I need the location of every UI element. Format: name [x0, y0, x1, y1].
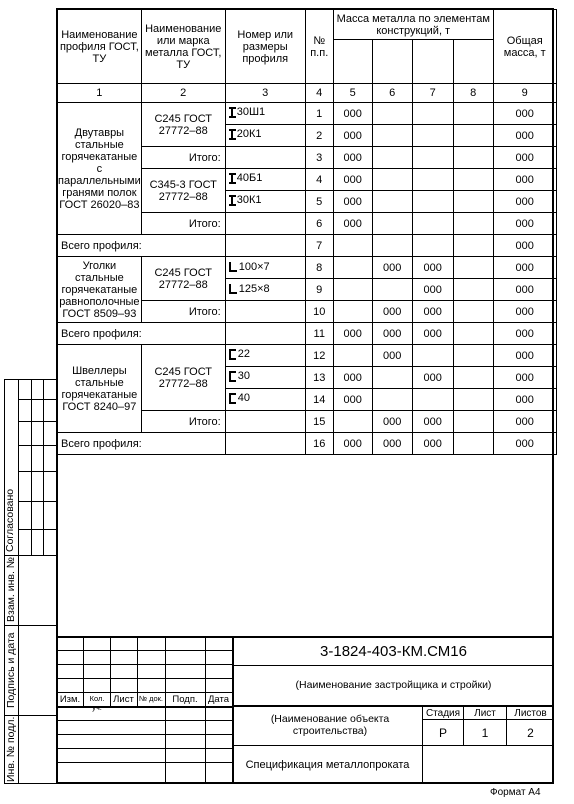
mass-cell: 000: [333, 191, 372, 213]
total-cell: 000: [493, 279, 556, 301]
mass-cell: 000: [412, 301, 453, 323]
customer-name: (Наименование застройщика и стройки): [295, 679, 492, 691]
row-number: 4: [305, 169, 333, 191]
mass-cell: 000: [333, 147, 372, 169]
profile-total-label: Всего профиля:: [58, 433, 226, 455]
col-number: 7: [412, 84, 453, 103]
sheet-value: 1: [481, 726, 489, 740]
mass-cell: 000: [412, 323, 453, 345]
mass-cell: [453, 169, 493, 191]
mass-cell: 000: [333, 125, 372, 147]
mass-cell: [412, 235, 453, 257]
mass-cell: 000: [372, 411, 412, 433]
mass-cell: [333, 279, 372, 301]
sheets-value: 2: [527, 726, 534, 740]
total-cell: 000: [493, 301, 556, 323]
row-number: 11: [305, 323, 333, 345]
mass-cell: [453, 367, 493, 389]
mass-cell: [453, 125, 493, 147]
total-cell: 000: [493, 257, 556, 279]
mass-cell: [453, 235, 493, 257]
mass-cell: 000: [372, 323, 412, 345]
header-total-mass: Общая масса, т: [493, 10, 556, 84]
col-number: 6: [372, 84, 412, 103]
header-profile-size: Номер или размеры профиля: [225, 10, 305, 84]
document-code: 3-1824-403-КМ.СМ16: [320, 643, 467, 660]
row-number: 10: [305, 301, 333, 323]
mass-cell: 000: [412, 433, 453, 455]
paper-format: Формат А4: [490, 787, 541, 798]
subtotal-label: Итого:: [141, 301, 225, 323]
row-number: 12: [305, 345, 333, 367]
total-cell: 000: [493, 367, 556, 389]
metal-grade-c245: С245 ГОСТ 27772–88: [141, 103, 225, 147]
sheets-label: Листов: [514, 708, 547, 719]
drawing-title: Спецификация металлопроката: [245, 759, 410, 771]
row-number: 9: [305, 279, 333, 301]
mass-cell: [412, 191, 453, 213]
row-number: 8: [305, 257, 333, 279]
specification-table: [57, 9, 557, 455]
stamp-data: Дата: [207, 694, 230, 705]
metal-grade-c345: С345-3 ГОСТ 27772–88: [141, 169, 225, 213]
mass-cell: 000: [372, 433, 412, 455]
mass-cell: [412, 125, 453, 147]
mass-cell: [372, 147, 412, 169]
profile-size: 125×8: [238, 282, 270, 295]
stamp-ndok: № док.: [138, 694, 164, 703]
profile-size: 40: [237, 392, 250, 405]
mass-cell: [453, 389, 493, 411]
channel-icon: [229, 371, 236, 382]
stamp-izm: Изм.: [59, 694, 81, 705]
row-number: 15: [305, 411, 333, 433]
mass-cell: [412, 213, 453, 235]
mass-cell: 000: [333, 213, 372, 235]
mass-cell: [372, 389, 412, 411]
mass-cell: [453, 433, 493, 455]
profile-size: 100×7: [238, 260, 270, 273]
mass-cell: [453, 103, 493, 125]
col-number: 4: [305, 84, 333, 103]
ibeam-icon: [229, 173, 236, 184]
channel-icon: [229, 393, 236, 404]
stage-label: Стадия: [425, 708, 461, 719]
total-cell: 000: [493, 323, 556, 345]
mass-cell: [333, 235, 372, 257]
total-cell: 000: [493, 169, 556, 191]
header-mass-by-element: Масса металла по элементам конструкций, т: [333, 10, 493, 40]
mass-cell: [453, 301, 493, 323]
mass-cell: [372, 125, 412, 147]
subtotal-label: Итого:: [141, 213, 225, 235]
mass-cell: [333, 411, 372, 433]
mass-cell: [372, 103, 412, 125]
mass-cell: 000: [333, 367, 372, 389]
mass-cell: [453, 191, 493, 213]
metal-grade-c245: С245 ГОСТ 27772–88: [141, 345, 225, 411]
mass-cell: 000: [372, 257, 412, 279]
sheet-label: Лист: [474, 708, 496, 719]
header-row-number: № п.п.: [305, 10, 333, 84]
mass-cell: [453, 323, 493, 345]
total-cell: 000: [493, 235, 556, 257]
mass-cell: [333, 301, 372, 323]
mass-cell: [372, 367, 412, 389]
row-number: 3: [305, 147, 333, 169]
row-number: 6: [305, 213, 333, 235]
total-cell: 000: [493, 147, 556, 169]
header-profile-name: Наименование профиля ГОСТ, ТУ: [58, 10, 142, 84]
col-number: 5: [333, 84, 372, 103]
side-approved-label: Согласовано: [4, 488, 16, 552]
col-number: 1: [58, 84, 142, 103]
group-channels-name: Швеллеры стальные горячекатаные ГОСТ 8240–97: [58, 345, 142, 433]
total-cell: 000: [493, 433, 556, 455]
ibeam-icon: [229, 107, 236, 118]
mass-cell: [453, 147, 493, 169]
row-number: 13: [305, 367, 333, 389]
angle-icon: [229, 262, 237, 272]
mass-cell: 000: [333, 433, 372, 455]
subtotal-label: Итого:: [141, 411, 225, 433]
col-number: 3: [225, 84, 305, 103]
angle-icon: [229, 284, 237, 294]
side-signature-date-label: Подпись и дата: [5, 632, 17, 708]
ibeam-icon: [229, 195, 236, 206]
mass-cell: [412, 389, 453, 411]
mass-cell: [453, 279, 493, 301]
stamp-podp: Подп.: [172, 694, 198, 705]
mass-cell: [372, 235, 412, 257]
ibeam-icon: [229, 129, 236, 140]
total-cell: 000: [493, 125, 556, 147]
subtotal-label: Итого:: [141, 147, 225, 169]
mass-cell: [453, 411, 493, 433]
mass-cell: [453, 257, 493, 279]
col-number: 9: [493, 84, 556, 103]
row-number: 2: [305, 125, 333, 147]
mass-cell: [412, 103, 453, 125]
mass-cell: 000: [412, 279, 453, 301]
stamp-list: Лист: [113, 694, 134, 705]
stamp-kol-uch: Кол. уч.: [89, 694, 105, 712]
header-metal-grade: Наименование или марка металла ГОСТ, ТУ: [141, 10, 225, 84]
side-original-inv-label: Инв. № подл.: [5, 716, 17, 782]
mass-cell: [333, 257, 372, 279]
mass-cell: 000: [412, 257, 453, 279]
mass-cell: 000: [333, 169, 372, 191]
mass-cell: 000: [333, 103, 372, 125]
row-number: 1: [305, 103, 333, 125]
profile-size: 20К1: [236, 128, 262, 141]
profile-size: 30К1: [236, 194, 262, 207]
mass-cell: [453, 213, 493, 235]
total-cell: 000: [493, 103, 556, 125]
mass-cell: [412, 169, 453, 191]
total-cell: 000: [493, 411, 556, 433]
mass-cell: [412, 147, 453, 169]
side-replaced-inv-label: Взам. инв. №: [5, 556, 17, 622]
stage-value: Р: [438, 726, 447, 740]
profile-size: 30Ш1: [236, 106, 266, 119]
mass-cell: [372, 191, 412, 213]
profile-size: 30: [237, 370, 250, 383]
mass-cell: 000: [372, 301, 412, 323]
total-cell: 000: [493, 389, 556, 411]
total-cell: 000: [493, 345, 556, 367]
channel-icon: [229, 349, 236, 360]
object-name: (Наименование объекта строительства): [270, 713, 390, 737]
mass-cell: [372, 213, 412, 235]
total-cell: 000: [493, 213, 556, 235]
mass-cell: 000: [412, 411, 453, 433]
mass-cell: [333, 345, 372, 367]
profile-size: 22: [237, 348, 250, 361]
mass-cell: 000: [333, 389, 372, 411]
mass-cell: 000: [372, 345, 412, 367]
mass-cell: 000: [412, 367, 453, 389]
mass-cell: [372, 169, 412, 191]
group-ibeams-name: Двутавры стальные горячекатаные с параллельными гранями полок ГОСТ 26020–83: [58, 103, 142, 235]
mass-cell: 000: [333, 323, 372, 345]
row-number: 7: [305, 235, 333, 257]
mass-cell: [372, 279, 412, 301]
metal-grade-c245: С245 ГОСТ 27772–88: [141, 257, 225, 301]
col-number: 2: [141, 84, 225, 103]
mass-cell: [412, 345, 453, 367]
total-cell: 000: [493, 191, 556, 213]
row-number: 14: [305, 389, 333, 411]
row-number: 5: [305, 191, 333, 213]
mass-cell: [453, 345, 493, 367]
profile-size: 40Б1: [236, 172, 263, 185]
profile-total-label: Всего профиля:: [58, 323, 226, 345]
row-number: 16: [305, 433, 333, 455]
col-number: 8: [453, 84, 493, 103]
profile-total-label: Всего профиля:: [58, 235, 226, 257]
group-angles-name: Уголки стальные горячекатаные равнополочные ГОСТ 8509–93: [58, 257, 142, 323]
